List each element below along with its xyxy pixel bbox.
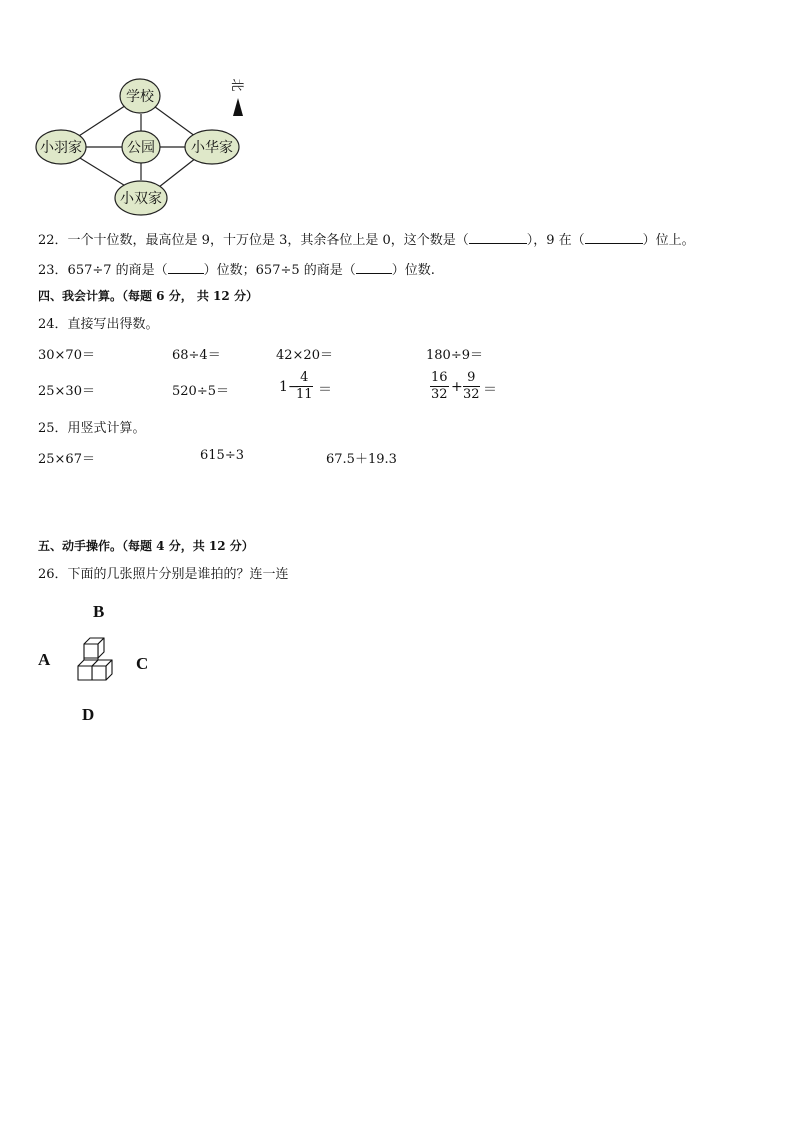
q22-text-a: 22．一个十位数，最高位是 9，十万位是 3，其余各位上是 0，这个数是（	[38, 233, 469, 248]
q24-item-4: 180÷9＝	[426, 348, 483, 363]
xiaoshuang-home-label: 小双家	[120, 191, 162, 207]
expr4-equals: ＝	[483, 382, 497, 398]
park-label: 公园	[127, 140, 155, 156]
q23-text-b: ）位数；657÷5 的商是（	[203, 263, 356, 278]
section-5-title: 五、动手操作。（每题 4 分，共 12 分）	[38, 539, 254, 553]
xiaohua-home-label: 小华家	[191, 140, 233, 156]
expr3-fraction	[296, 370, 313, 403]
q25-item-3: 67.5＋19.3	[326, 452, 397, 467]
expr3-equals: ＝	[318, 382, 332, 398]
question-23	[38, 259, 435, 278]
q24-item-6: 520÷5＝	[172, 384, 229, 399]
north-arrow-icon	[229, 78, 244, 116]
q23-blank-2[interactable]	[356, 273, 392, 274]
map-node-xiaoyu-home	[36, 130, 86, 164]
q23-text-c: ）位数.	[391, 263, 435, 278]
expr4-plus: +	[451, 379, 463, 395]
q24-item-5: 25×30＝	[38, 384, 95, 399]
q25-item-1: 25×67＝	[38, 452, 95, 467]
map-node-xiaoshuang-home	[115, 181, 167, 215]
q25-title: 25．用竖式计算。	[38, 421, 146, 436]
section-4-title: 四、我会计算。（每题 6 分， 共 12 分）	[38, 289, 258, 303]
expr3-denominator: 11	[296, 387, 313, 402]
label-b: B	[93, 602, 105, 621]
q22-text-b: ），9 在（	[526, 233, 585, 248]
cube-stack-figure	[70, 636, 126, 692]
q24-item-3: 42×20＝	[276, 348, 333, 363]
school-label: 学校	[126, 89, 154, 105]
map-node-park	[122, 131, 160, 163]
q24-title: 24．直接写出得数。	[38, 317, 159, 332]
question-22	[38, 229, 695, 248]
expr4-fraction-2	[463, 370, 480, 403]
label-a: A	[38, 650, 51, 669]
q26-title: 26．下面的几张照片分别是谁拍的？连一连	[38, 567, 289, 582]
q22-text-c: ）位上。	[642, 233, 695, 248]
xiaoyu-home-label: 小羽家	[40, 140, 82, 156]
q22-blank-1[interactable]	[469, 243, 527, 244]
q25-item-2: 615÷3	[200, 448, 244, 463]
north-label: 北	[229, 78, 244, 92]
expr4-numerator-1: 16	[431, 370, 448, 385]
map-node-school	[120, 79, 160, 113]
location-map	[30, 70, 260, 220]
q23-text-a: 23．657÷7 的商是（	[38, 263, 168, 278]
label-c: C	[136, 654, 149, 673]
expr4-denominator-2: 32	[463, 387, 480, 402]
expr4-denominator-1: 32	[431, 387, 448, 402]
q24-item-2: 68÷4＝	[172, 348, 221, 363]
expr4-fraction-1	[430, 370, 449, 403]
expr3-numerator: 4	[296, 370, 313, 387]
expr4-numerator-2: 9	[463, 370, 480, 387]
map-node-xiaohua-home	[185, 130, 239, 164]
expr3-lead: 1−	[279, 379, 300, 395]
q24-item-1: 30×70＝	[38, 348, 95, 363]
q23-blank-1[interactable]	[168, 273, 204, 274]
q22-blank-2[interactable]	[585, 243, 643, 244]
label-d: D	[82, 705, 95, 724]
